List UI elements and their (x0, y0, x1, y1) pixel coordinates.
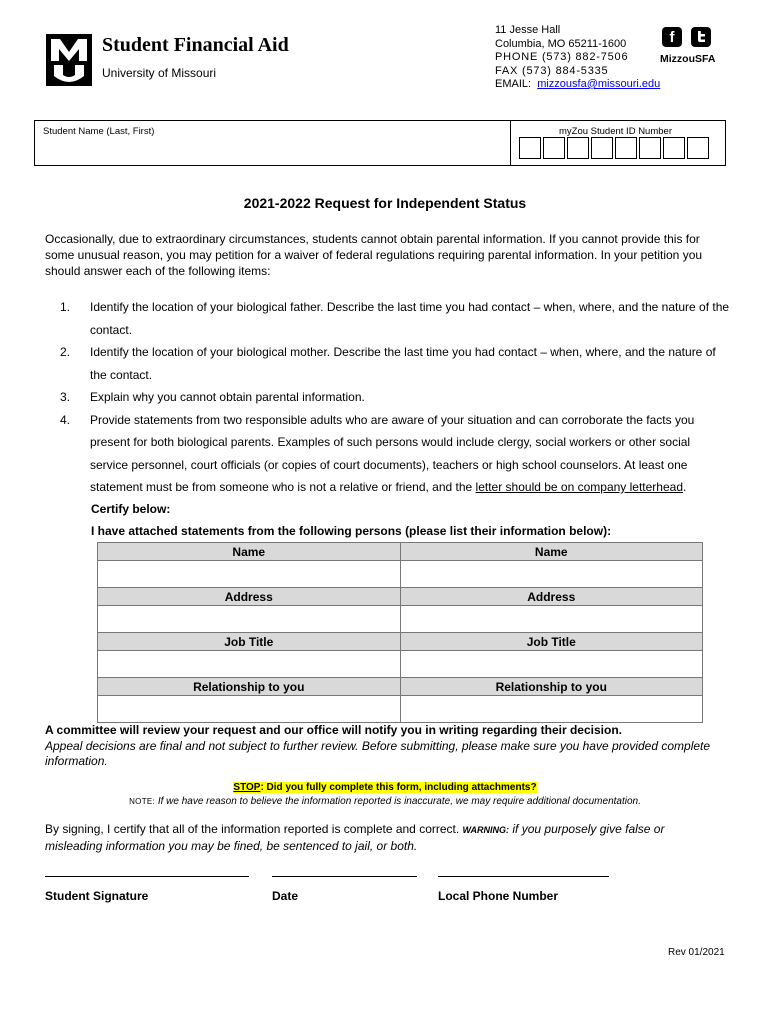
table-header-row (98, 543, 703, 561)
facebook-icon[interactable]: f (662, 27, 682, 47)
relationship-field[interactable] (98, 696, 401, 723)
student-id-cells (519, 137, 711, 159)
item-text: Identify the location of your biological mother. Describe the last time you had contact – when, where, and the nature of the contact. (90, 345, 716, 382)
attached-statements-label: I have attached statements from the following persons (please list their information below): (91, 524, 612, 538)
signature-label: Student Signature (45, 889, 149, 903)
id-digit-cell[interactable] (519, 137, 541, 159)
stop-text: : Did you fully complete this form, including attachments? (260, 782, 537, 793)
address-field[interactable] (98, 606, 401, 633)
form-title: 2021-2022 Request for Independent Status (243, 195, 527, 211)
revision-date: Rev 01/2021 (668, 947, 725, 958)
certify-label: Certify below: (91, 502, 171, 516)
stop-reminder (0, 782, 770, 793)
item-number: 1. (60, 300, 71, 314)
table-row (98, 606, 703, 633)
phone-label: Local Phone Number (438, 889, 559, 903)
address-field[interactable] (400, 606, 703, 633)
student-name-field[interactable] (35, 121, 511, 165)
id-digit-cell[interactable] (687, 137, 709, 159)
header-cell: Address (98, 588, 401, 606)
id-digit-cell[interactable] (567, 137, 589, 159)
date-line[interactable] (272, 876, 417, 877)
list-item (60, 341, 730, 386)
header-cell: Relationship to you (98, 678, 401, 696)
warning-text: if you purposely give false or misleading information you may be fined, be sentenced to jail, or both. (45, 822, 665, 853)
date-label: Date (272, 889, 299, 903)
id-digit-cell[interactable] (615, 137, 637, 159)
header-cell: Job Title (400, 633, 703, 651)
email-line (495, 78, 660, 92)
id-digit-cell[interactable] (639, 137, 661, 159)
id-digit-cell[interactable] (663, 137, 685, 159)
references-table (97, 542, 703, 723)
instructions-list (60, 296, 730, 499)
social-handle: MizzouSFA (660, 53, 716, 65)
warning-label: WARNING: (462, 825, 510, 835)
mu-logo (46, 34, 92, 86)
stop-highlight (233, 782, 536, 793)
table-header-row (98, 588, 703, 606)
note-line (0, 796, 770, 807)
item-number: 4. (60, 412, 71, 427)
note-text: If we have reason to believe the information reported is inaccurate, we may require additional documentation. (155, 796, 641, 807)
fax-line: FAX (573) 884-5335 (495, 64, 609, 77)
email-link[interactable]: mizzousfa@missouri.edu (537, 78, 661, 90)
job-title-field[interactable] (98, 651, 401, 678)
header-cell: Job Title (98, 633, 401, 651)
item-number: 2. (60, 345, 71, 359)
phone-line-input[interactable] (438, 876, 609, 877)
contact-address (495, 24, 660, 92)
job-title-field[interactable] (400, 651, 703, 678)
university-name: University of Missouri (102, 66, 217, 80)
name-field[interactable] (98, 561, 401, 588)
student-info-box (34, 120, 726, 166)
name-field[interactable] (400, 561, 703, 588)
list-item (60, 296, 730, 341)
certify-section (91, 498, 611, 542)
certification-statement (45, 822, 725, 854)
table-row (98, 561, 703, 588)
list-item (60, 386, 730, 409)
phone-line: PHONE (573) 882-7506 (495, 51, 629, 63)
social-links (662, 27, 711, 47)
item-text: Identify the location of your biological father. Describe the last time you had contact – when, where, and the nature of the contact. (90, 300, 730, 337)
address-line: 11 Jesse Hall (495, 24, 561, 36)
address-line: Columbia, MO 65211-1600 (495, 37, 627, 50)
relationship-field[interactable] (400, 696, 703, 723)
stop-word: STOP (233, 782, 261, 793)
signature-line[interactable] (45, 876, 249, 877)
item-text: Explain why you cannot obtain parental information. (90, 390, 365, 404)
note-label: NOTE: (129, 797, 156, 806)
twitter-icon[interactable] (691, 27, 711, 47)
email-label: EMAIL: (495, 78, 532, 90)
appeal-statement: Appeal decisions are final and not subject to further review. Before submitting, please make sure you have provided complete information. (45, 738, 711, 768)
header-cell: Address (400, 588, 703, 606)
student-name-label: Student Name (Last, First) (43, 126, 155, 137)
header-cell: Name (98, 543, 401, 561)
item-text (90, 409, 730, 499)
header-cell: Relationship to you (400, 678, 703, 696)
table-row (98, 651, 703, 678)
intro-paragraph: Occasionally, due to extraordinary circumstances, students cannot obtain parental information. If you cannot provide this for some unusual reason, you may petition for a waiver of federal regulations requiring parental information. In your petition you should answer each of the following items: (45, 232, 703, 278)
committee-statement: A committee will review your request and our office will notify you in writing regarding their decision. (45, 723, 622, 737)
letterhead-requirement: letter should be on company letterhead (475, 480, 683, 494)
table-row (98, 696, 703, 723)
table-header-row (98, 678, 703, 696)
id-digit-cell[interactable] (591, 137, 613, 159)
item-text-part: . (683, 480, 687, 494)
student-id-label: myZou Student ID Number (559, 126, 672, 137)
signing-text: By signing, I certify that all of the information reported is complete and correct. (45, 822, 463, 836)
office-title: Student Financial Aid (102, 34, 289, 56)
table-header-row (98, 633, 703, 651)
item-number: 3. (60, 390, 71, 404)
list-item (60, 409, 730, 499)
id-digit-cell[interactable] (543, 137, 565, 159)
header-cell: Name (400, 543, 703, 561)
item-text-part: Provide statements from two responsible adults who are aware of your situation and can corroborate the facts you present for both biological parents. Examples of such persons would include clergy, social workers or other social service personnel, court officials (or copies of court documents), teachers or high school counselors. At least one statement must be from someone who is not a relative or friend, and the (90, 412, 695, 494)
committee-notice (45, 723, 725, 770)
